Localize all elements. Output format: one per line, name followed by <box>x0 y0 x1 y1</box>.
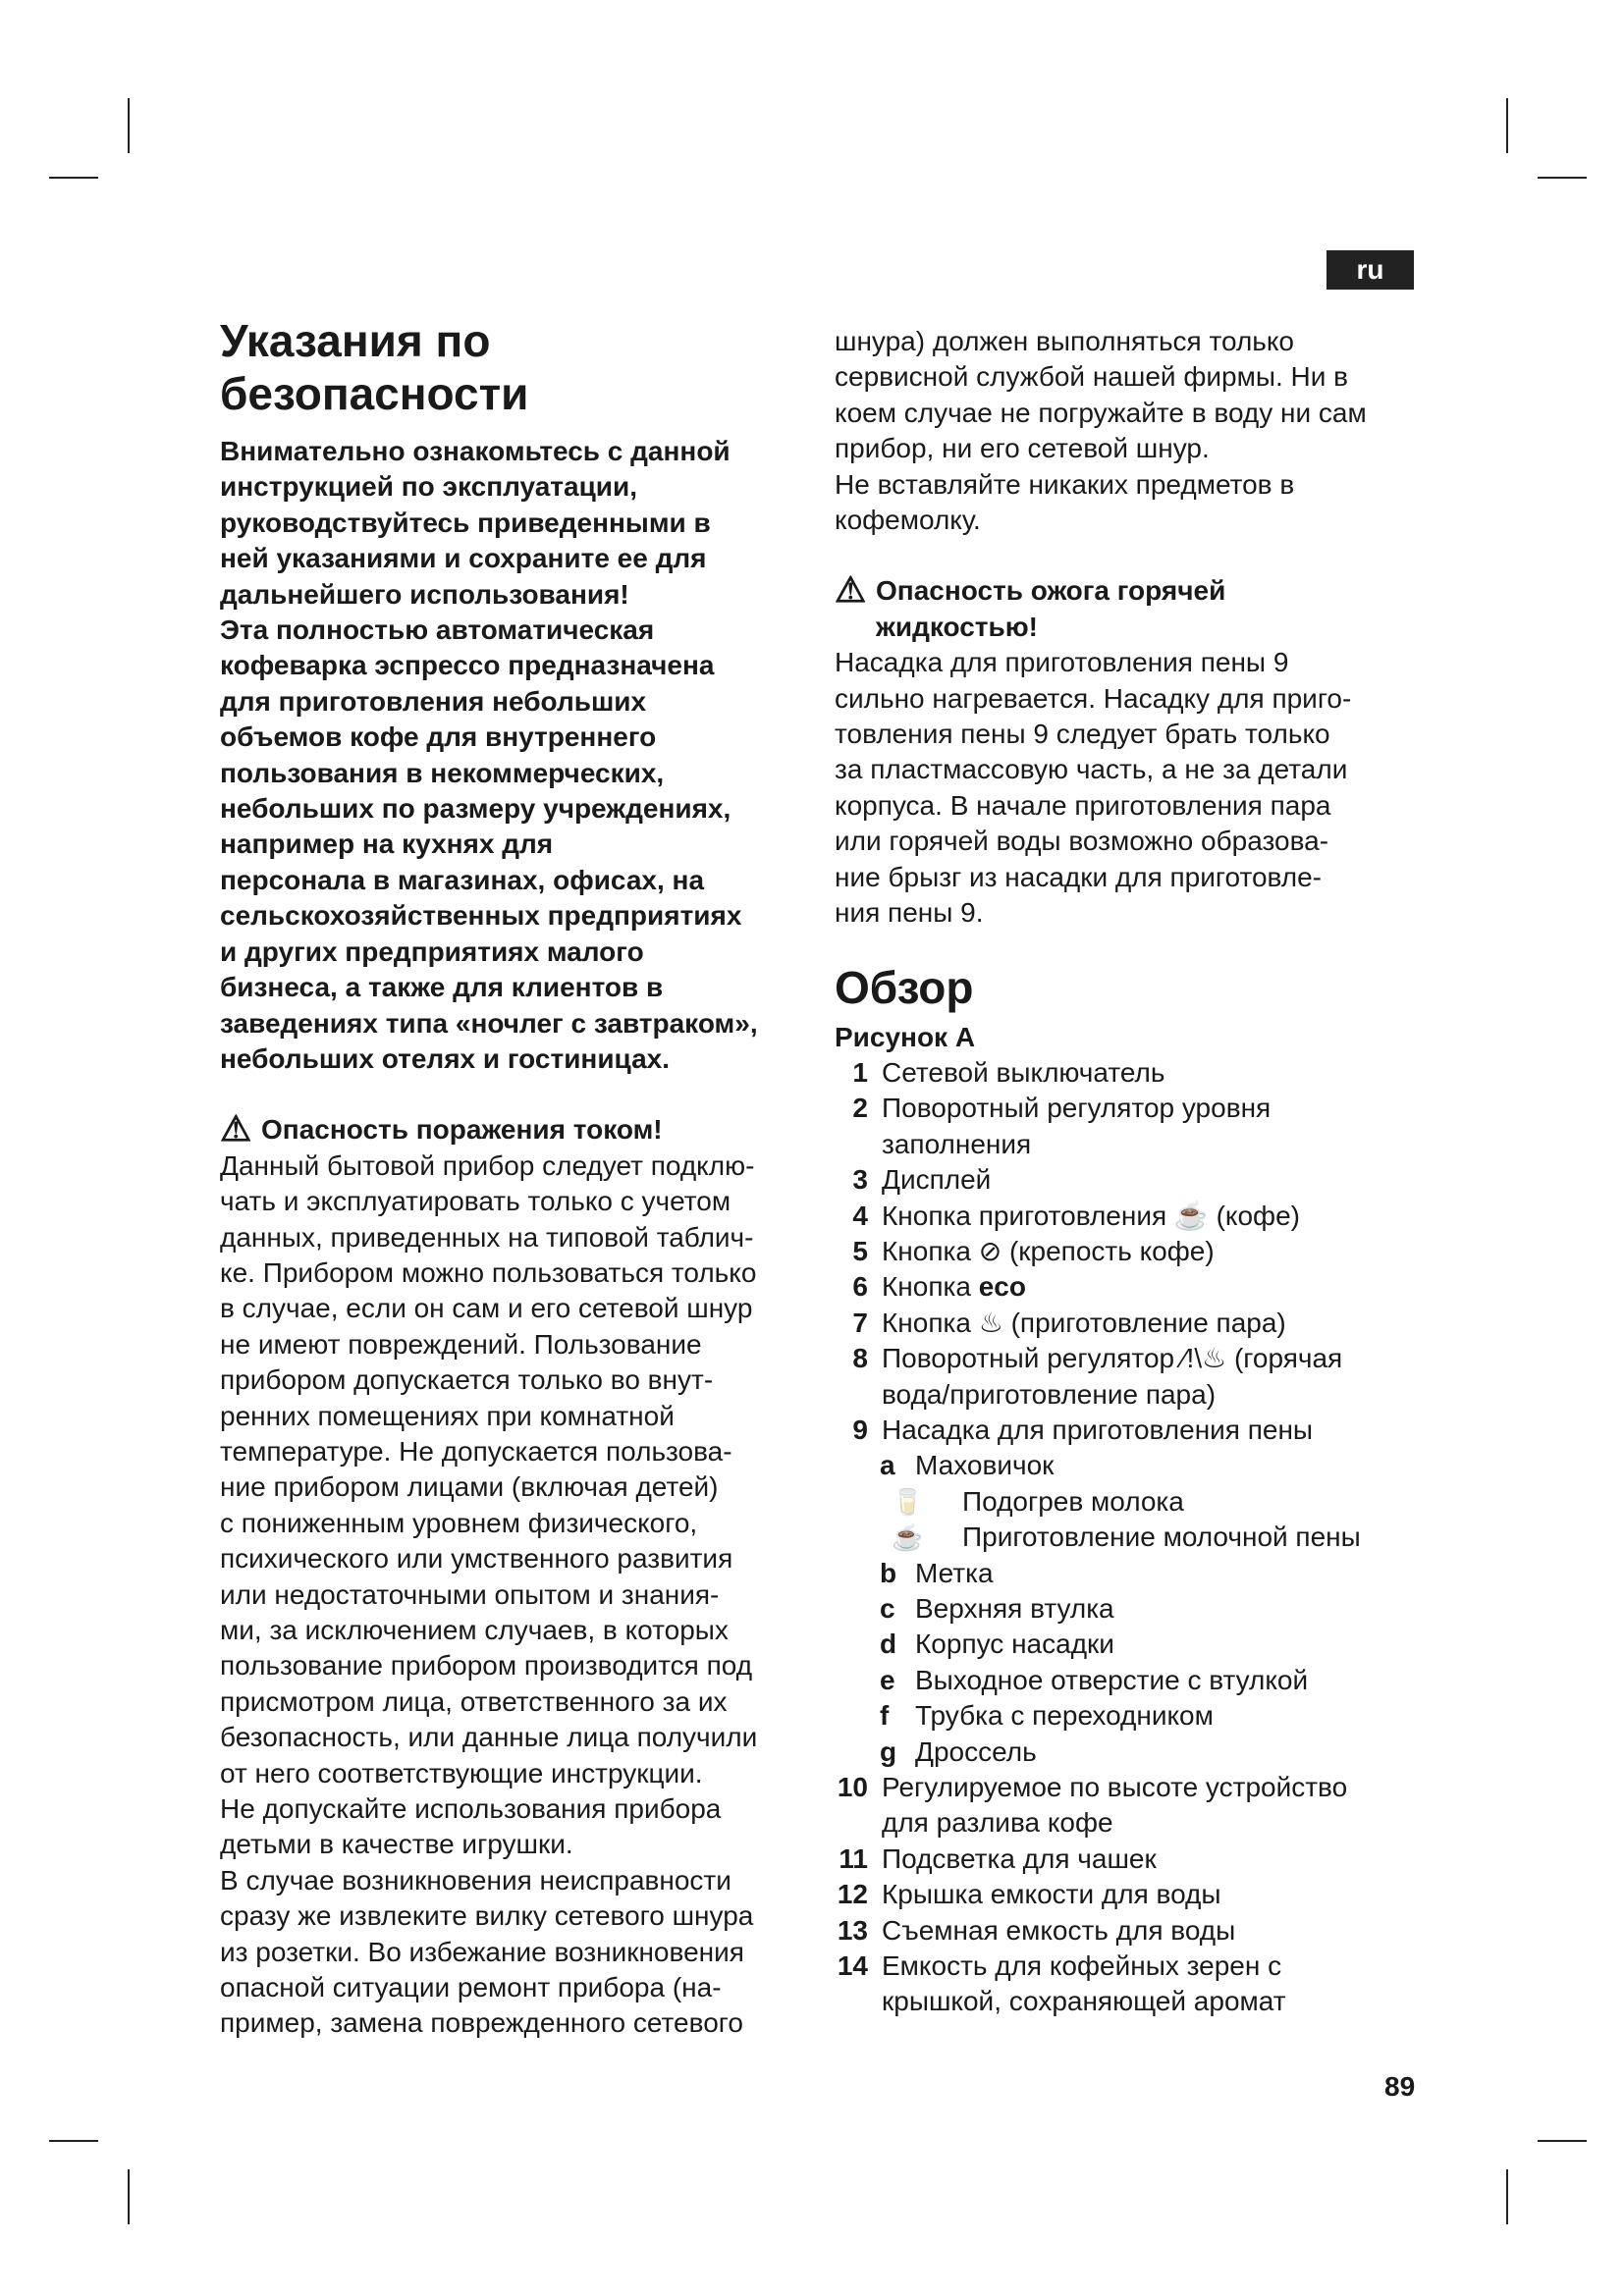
sub-item-text: Трубка с переходником <box>915 1700 1214 1732</box>
text-line: от него соответствующие инструкции. <box>220 1757 703 1789</box>
text-line: небольших отелях и гостиницах. <box>220 1042 671 1074</box>
sub-item <box>835 1663 1424 1698</box>
item-number: 7 <box>852 1307 868 1338</box>
crop-mark <box>128 2169 130 2224</box>
sub-item-text: Выходное отверстие с втулкой <box>915 1664 1309 1695</box>
text-line: опасной ситуации ремонт прибора (на- <box>220 1972 722 2003</box>
crop-mark <box>1538 177 1587 179</box>
text-line: Не допускайте использования прибора <box>220 1793 722 1825</box>
item-text-cont: вода/приготовление пара) <box>882 1378 1217 1410</box>
sub-item-letter: a <box>880 1450 895 1481</box>
text-line: ние брызг из насадки для приготовле- <box>835 861 1322 892</box>
parts-list-2 <box>835 1770 1424 2020</box>
text-line: дальнейшего использования! <box>220 578 629 610</box>
text-line: для приготовления небольших <box>220 685 647 717</box>
language-tab: ru <box>1326 250 1414 290</box>
sub-item-text: Маховичок <box>915 1450 1055 1481</box>
sub-item <box>835 1627 1424 1662</box>
parts-list <box>835 1055 1424 1448</box>
page-number: 89 <box>1384 2071 1416 2102</box>
item-number: 4 <box>852 1200 868 1231</box>
eco-label: eco <box>978 1271 1026 1303</box>
item-text: Емкость для кофейных зерен с <box>882 1950 1282 1982</box>
list-item <box>835 1341 1424 1413</box>
right-column <box>835 324 1424 2020</box>
list-item <box>835 1199 1424 1234</box>
text-line: ке. Прибором можно пользоваться только <box>220 1256 757 1288</box>
item-text: Кнопка ♨ (приготовление пара) <box>882 1307 1286 1338</box>
list-item <box>835 1949 1424 2020</box>
item-text: Подсветка для чашек <box>882 1842 1157 1874</box>
crop-mark <box>1506 2169 1508 2224</box>
sub-item-letter: b <box>880 1557 897 1588</box>
text-line: в случае, если он сам и его сетевой шнур <box>220 1293 753 1324</box>
text-line: или горячей воды возможно образова- <box>835 826 1329 857</box>
list-item <box>835 1091 1424 1162</box>
sub-items <box>835 1448 1424 1770</box>
text-line: В случае возникновения неисправности <box>220 1864 731 1896</box>
warning-electric-body <box>220 1148 809 2042</box>
sub-item-letter: g <box>880 1735 897 1767</box>
text-line: ренних помещениях при комнатной <box>220 1400 675 1431</box>
item-number: 14 <box>837 1950 868 1982</box>
item-text: Поворотный регулятор уровня <box>882 1093 1272 1124</box>
sub-item-letter: d <box>880 1629 897 1660</box>
warning-burn-title: ⚠ Опасность ожога горячей жидкостью! <box>835 569 1226 642</box>
list-item <box>835 1162 1424 1198</box>
text-line: пользования в некоммерческих, <box>220 757 665 788</box>
warning-triangle-icon: ⚠ <box>220 1108 252 1149</box>
item-number: 1 <box>852 1056 868 1088</box>
text-line: например на кухнях для <box>220 828 554 860</box>
item-text: Насадка для приготовления пены <box>882 1414 1314 1445</box>
text-line: Внимательно ознакомьтесь с данной <box>220 436 731 466</box>
sub-item <box>835 1556 1424 1591</box>
item-number: 3 <box>852 1164 868 1196</box>
warning-triangle-icon: ⚠ <box>835 569 867 611</box>
item-text: Поворотный регулятор ⁄!\♨ (горячая <box>882 1343 1343 1374</box>
text-line: или недостаточными опытом и знания- <box>220 1578 720 1610</box>
text-line: коем случае не погружайте в воду ни сам <box>835 397 1367 428</box>
milk-foam-icon: ☕ <box>892 1522 924 1553</box>
text-line: ние прибором лицами (включая детей) <box>220 1471 719 1503</box>
text-line: чать и эксплуатировать только с учетом <box>220 1186 731 1217</box>
text-line: из розетки. Во избежание возникновения <box>220 1936 744 1967</box>
text-line: сильно нагревается. Насадку для приго- <box>835 682 1352 714</box>
text-line: безопасность, или данные лица получили <box>220 1722 758 1753</box>
item-text: Крышка емкости для воды <box>882 1879 1221 1910</box>
intro-text <box>220 434 809 1077</box>
item-number: 6 <box>852 1271 868 1303</box>
text-line: прибор, ни его сетевой шнур. <box>835 433 1210 464</box>
item-text-cont: для разлива кофе <box>882 1807 1113 1839</box>
warning-burn-body <box>835 645 1424 931</box>
text-line: ней указаниями и сохраните ее для <box>220 543 707 574</box>
text-line: сельскохозяйственных предприятиях <box>220 900 742 932</box>
sub-item-text: Верхняя втулка <box>915 1593 1114 1624</box>
list-item <box>835 1055 1424 1091</box>
crop-mark <box>49 177 98 179</box>
sub-item-text: Корпус насадки <box>915 1629 1114 1660</box>
sub-item <box>835 1448 1424 1483</box>
crop-mark <box>128 98 130 153</box>
list-item <box>835 1269 1424 1305</box>
sub-item-letter: c <box>880 1593 895 1624</box>
list-item <box>835 1770 1424 1842</box>
list-item <box>835 1413 1424 1448</box>
text-line: температуре. Не допускается пользова- <box>220 1435 732 1467</box>
item-text: Съемная емкость для воды <box>882 1914 1236 1946</box>
list-item <box>835 1877 1424 1912</box>
text-line: Не вставляйте никаких предметов в <box>835 468 1295 500</box>
text-line: пользование прибором производится под <box>220 1650 753 1682</box>
text-line: прибором допускается только во внут- <box>220 1364 714 1396</box>
milk-heat-icon: 🥛 <box>892 1486 924 1517</box>
milk-option-text: Подогрев молока <box>962 1485 1184 1517</box>
item-text-cont: крышкой, сохраняющей аромат <box>882 1986 1286 2017</box>
text-line: шнура) должен выполняться только <box>835 326 1295 356</box>
figure-label: Рисунок A <box>835 1021 976 1052</box>
item-text: Сетевой выключатель <box>882 1056 1165 1088</box>
text-line: пример, замена поврежденного сетевого <box>220 2007 743 2039</box>
text-line: Эта полностью автоматическая <box>220 614 655 646</box>
item-number: 13 <box>837 1914 868 1946</box>
text-line: психического или умственного развития <box>220 1543 733 1575</box>
crop-mark <box>1506 98 1508 153</box>
text-line: за пластмассовую часть, а не за детали <box>835 754 1348 785</box>
list-item <box>835 1306 1424 1341</box>
overview-title: Обзор <box>835 961 974 1013</box>
text-line: присмотром лица, ответственного за их <box>220 1685 728 1717</box>
item-text: Кнопка приготовления ☕ (кофе) <box>882 1200 1300 1231</box>
text-line: Данный бытовой прибор следует подклю- <box>220 1149 755 1181</box>
text-line: Насадка для приготовления пены 9 <box>835 647 1289 678</box>
milk-option <box>835 1484 1424 1520</box>
text-line: объемов кофе для внутреннего <box>220 721 657 753</box>
text-line: кофеварка эспрессо предназначена <box>220 650 715 681</box>
item-number: 11 <box>839 1842 868 1874</box>
sub-item-letter: e <box>880 1664 895 1695</box>
text-line: детьми в качестве игрушки. <box>220 1829 573 1860</box>
list-item <box>835 1234 1424 1269</box>
sub-item-text: Метка <box>915 1557 994 1588</box>
text-line: данных, приведенных на типовой таблич- <box>220 1221 754 1253</box>
text-line: не имеют повреждений. Пользование <box>220 1328 702 1360</box>
text-line: корпуса. В начале приготовления пара <box>835 789 1331 821</box>
warning-electric-title: ⚠ Опасность поражения током! <box>220 1108 663 1149</box>
text-line: ми, за исключением случаев, в которых <box>220 1615 729 1645</box>
milk-option <box>835 1520 1424 1555</box>
item-number: 5 <box>852 1235 868 1266</box>
text-line: ния пены 9. <box>835 897 984 929</box>
continuation-text <box>835 324 1424 538</box>
text-line: бизнеса, а также для клиентов в <box>220 972 664 1003</box>
item-number: 2 <box>852 1093 868 1124</box>
text-line: и других предприятиях малого <box>220 935 644 967</box>
item-number: 12 <box>837 1879 868 1910</box>
text-line: кофемолку. <box>835 505 981 536</box>
item-number: 9 <box>852 1414 868 1445</box>
text-line: с пониженным уровнем физического, <box>220 1507 698 1538</box>
sub-item <box>835 1735 1424 1770</box>
text-line: руководствуйтесь приведенными в <box>220 507 711 538</box>
safety-title: Указания по безопасности <box>220 315 529 419</box>
list-item <box>835 1842 1424 1877</box>
text-line: сервисной службой нашей фирмы. Ни в <box>835 361 1349 393</box>
text-line: персонала в магазинах, офисах, на <box>220 864 705 895</box>
text-line: товления пены 9 следует брать только <box>835 719 1330 750</box>
text-line: небольших по размеру учреждениях, <box>220 793 731 825</box>
text-line: инструкцией по эксплуатации, <box>220 471 638 503</box>
sub-item-letter: f <box>880 1700 890 1732</box>
item-number: 10 <box>837 1772 868 1803</box>
left-column <box>220 314 809 2042</box>
sub-item <box>835 1698 1424 1734</box>
item-text: Регулируемое по высоте устройство <box>882 1772 1348 1803</box>
item-text-cont: заполнения <box>882 1128 1032 1159</box>
item-text: Кнопка <box>882 1271 971 1303</box>
milk-option-text: Приготовление молочной пены <box>962 1522 1361 1553</box>
item-number: 8 <box>852 1343 868 1374</box>
sub-item <box>835 1591 1424 1627</box>
crop-mark <box>1538 2140 1587 2142</box>
item-text: Кнопка ⊘ (крепость кофе) <box>882 1235 1215 1266</box>
crop-mark <box>49 2140 98 2142</box>
text-line: заведениях типа «ночлег с завтраком», <box>220 1007 758 1039</box>
list-item <box>835 1913 1424 1949</box>
sub-item-text: Дроссель <box>915 1735 1037 1767</box>
item-text: Дисплей <box>882 1164 992 1196</box>
text-line: сразу же извлеките вилку сетевого шнура <box>220 1900 754 1932</box>
